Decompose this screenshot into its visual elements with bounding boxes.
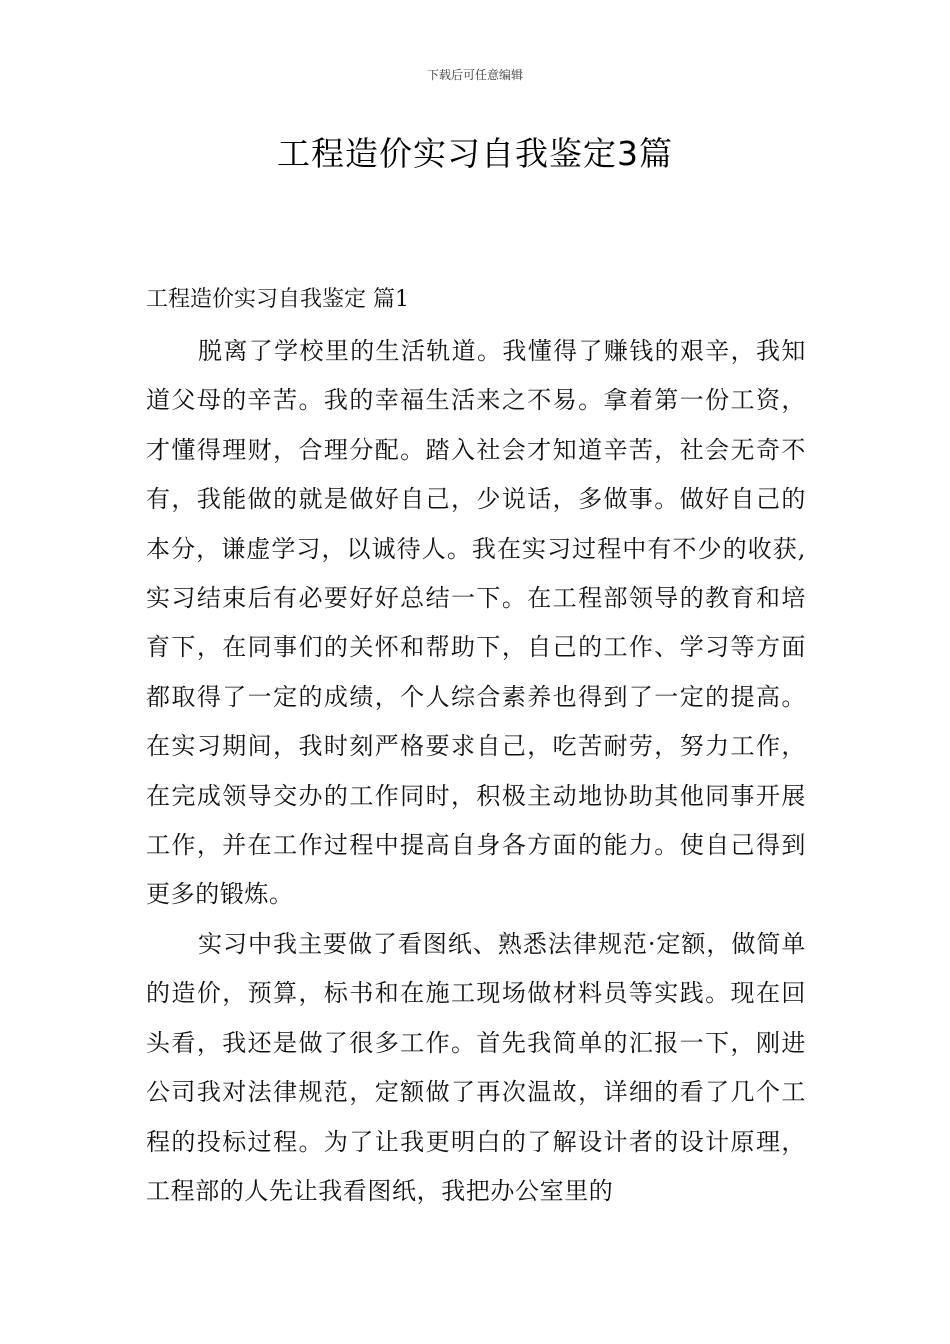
section-heading: 工程造价实习自我鉴定 篇1 (146, 287, 409, 312)
header-note: 下载后可任意编辑 (426, 68, 523, 82)
paragraph-2: 实习中我主要做了看图纸、熟悉法律规范·定额，做简单的造价，预算，标书和在施工现场做材料员等实践。现在回头看，我还是做了很多工作。首先我简单的汇报一下，刚进公司我对法律规范，定额做了再次温故，详细的看了几个工程的投标过程。为了让我更明白的了解设计者的设计原理，工程部的人先让我看图纸，我把办公室里的 (146, 929, 806, 1205)
paragraph-1: 脱离了学校里的生活轨道。我懂得了赚钱的艰辛，我知道父母的辛苦。我的幸福生活来之不易。拿着第一份工资，才懂得理财，合理分配。踏入社会才知道辛苦，社会无奇不有，我能做的就是做好自己，少说话，多做事。做好自己的本分，谦虚学习，以诚待人。我在实习过程中有不少的收获,实习结束后有必要好好总结一下。在工程部领导的教育和培育下，在同事们的关怀和帮助下，自己的工作、学习等方面都取得了一定的成绩，个人综合素养也得到了一定的提高。在实习期间，我时刻严格要求自己，吃苦耐劳，努力工作，在完成领导交办的工作同时，积极主动地协助其他同事开展工作，并在工作过程中提高自身各方面的能力。使自己得到更多的锻炼。 (146, 337, 806, 909)
document-title: 工程造价实习自我鉴定3篇 (277, 134, 673, 173)
body-text (146, 327, 806, 1216)
